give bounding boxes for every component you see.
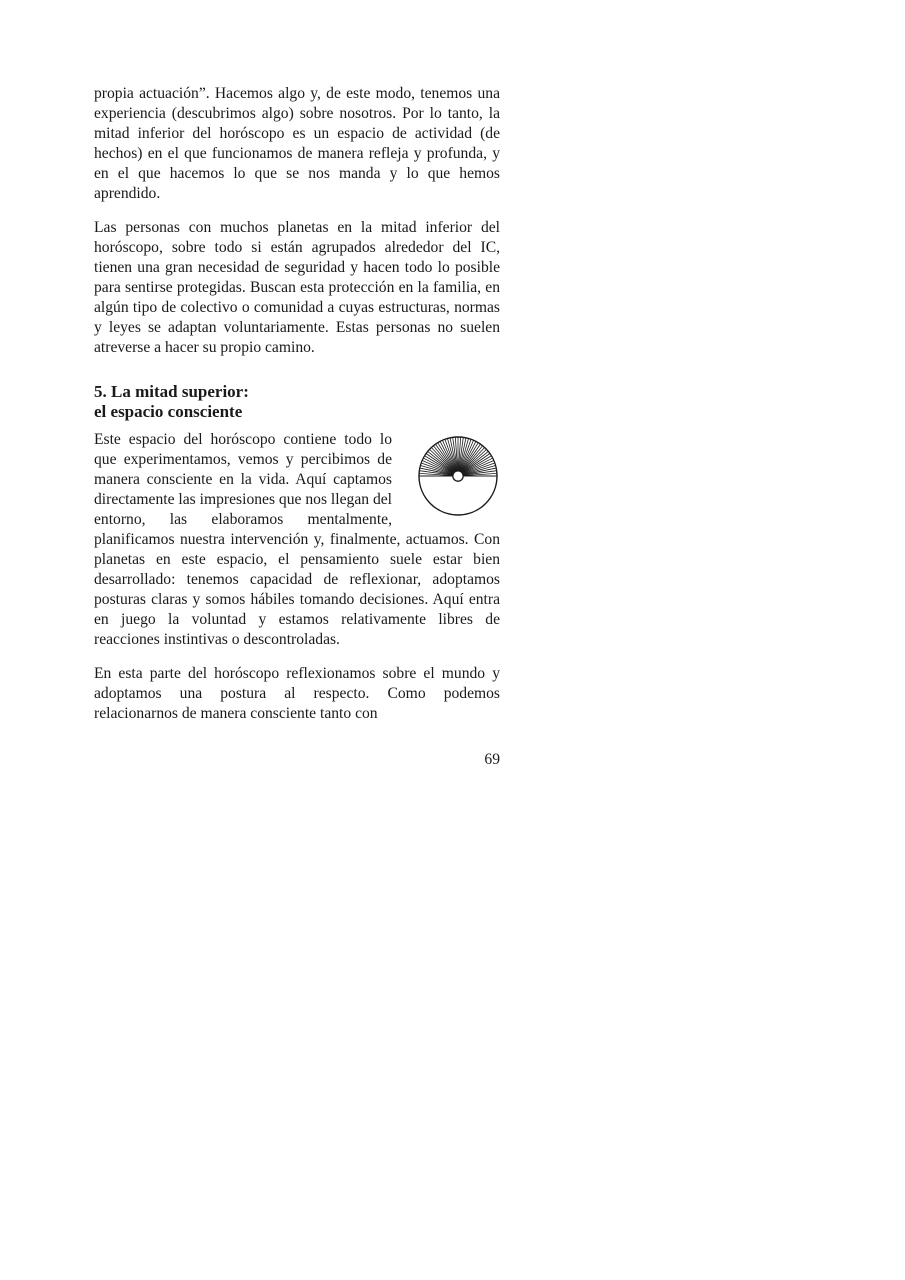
upper-half-rays <box>419 437 497 476</box>
paragraph-lower-half-activity: propia actuación”. Hacemos algo y, de este modo, tenemos una experiencia (descubrimos algo) sobre nosotros. Por lo tanto, la mitad inferior del horóscopo es un espacio de actividad (de hechos) en el que funcionamos de manera refleja y profunda, y en el que hacemos lo que se nos manda y lo que hemos aprendido. <box>94 85 500 202</box>
horoscope-upper-half-diagram-icon <box>416 434 500 518</box>
page-number: 69 <box>484 751 500 768</box>
section-title-line-2: el espacio consciente <box>94 402 243 421</box>
section-title <box>94 382 500 422</box>
paragraph-upper-half-description: Este espacio del horóscopo contiene todo lo que experimentamos, vemos y percibimos de manera consciente en la vida. Aquí captamos directamente las impresiones que nos llegan del entorno, las elaboramos mentalmente, planificamos nuestra intervención y, finalmente, actuamos. Con planetas en este espacio, el pensamiento suele estar bien desarrollado: tenemos capacidad de reflexionar, adoptamos posturas claras y somos hábiles tomando decisiones. Aquí entra en juego la voluntad y estamos relativamente libres de reacciones instintivas o descontroladas. <box>94 431 500 648</box>
paragraph-upper-half-reflection: En esta parte del horóscopo reflexionamos sobre el mundo y adoptamos una postura al respecto. Como podemos relacionarnos de manera consciente tanto con <box>94 665 500 722</box>
center-circle <box>453 471 463 481</box>
paragraph-lower-half-planets: Las personas con muchos planetas en la mitad inferior del horóscopo, sobre todo si están agrupados alrededor del IC, tienen una gran necesidad de seguridad y hacen todo lo posible para sentirse protegidas. Buscan esta protección en la familia, en algún tipo de colectivo o comunidad a cuyas estructuras, normas y leyes se adaptan voluntariamente. Estas personas no suelen atreverse a hacer su propio camino. <box>94 219 500 356</box>
section-body <box>94 430 500 664</box>
book-page <box>94 84 500 770</box>
section-title-line-1: 5. La mitad superior: <box>94 382 249 401</box>
